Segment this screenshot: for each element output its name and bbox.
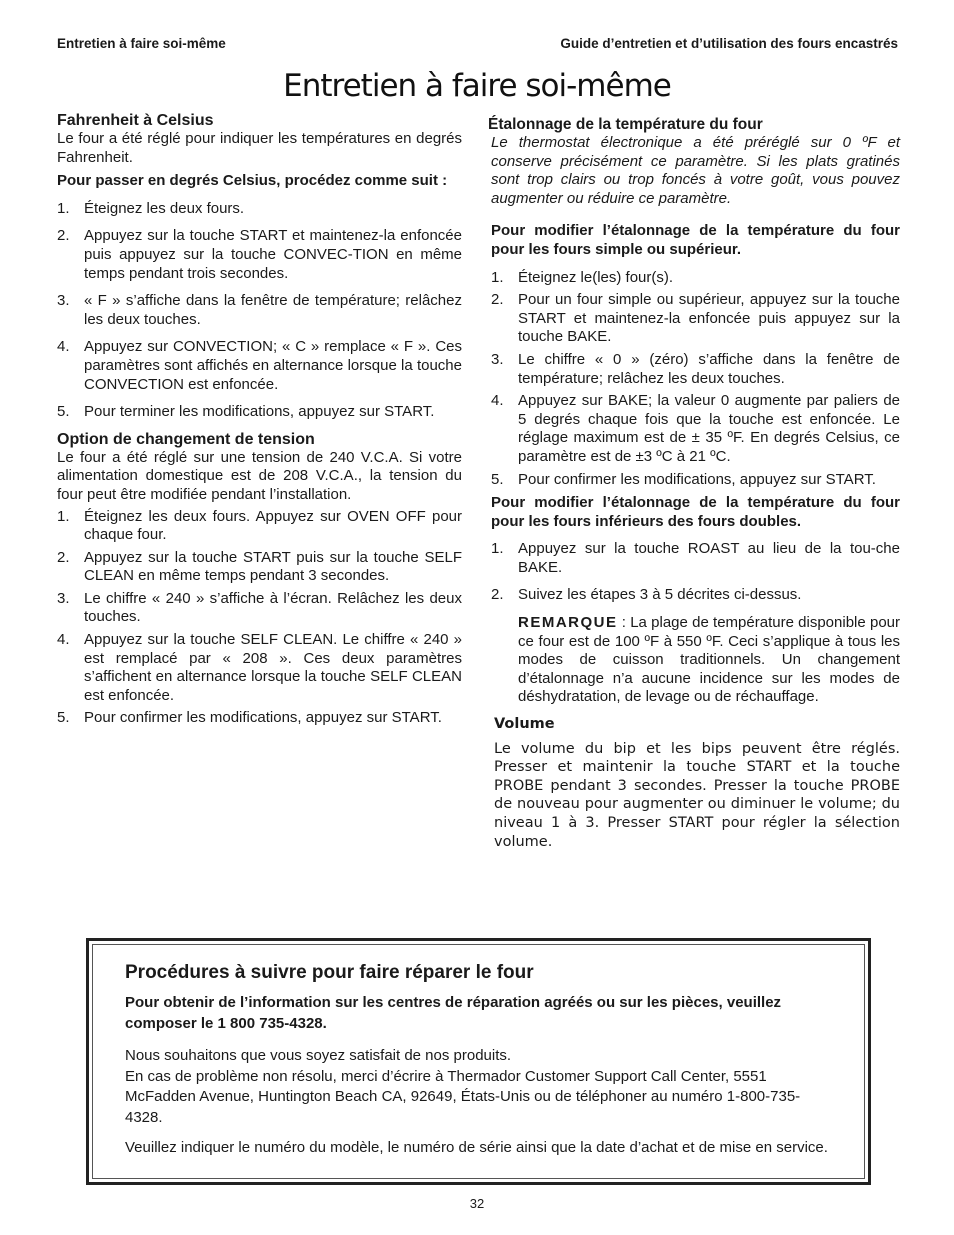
service-box-phone-line: Pour obtenir de l’information sur les centres de réparation agréés ou sur les pièces, veuillez composer le 1 800 735-4328. [125,994,782,1032]
calibration-lead-lower: Pour modifier l’étalonnage de la température du four pour les fours inférieurs des fours doubles. [491,494,900,530]
service-box-model-info: Veuillez indiquer le numéro du modèle, le numéro de série ainsi que la date d’achat et de mise en service. [125,1139,828,1156]
calibration-steps-lower [488,540,900,605]
step-number: 4. [57,338,70,356]
voltage-steps [57,508,462,729]
step-text: Appuyez sur BAKE; la valeur 0 augmente par paliers de 5 degrés chaque fois que la touche est enfoncée. Le réglage maximum est de ± 35 ºF. En degrés Celsius, ce paramètre est de ±3 ºC à 21 ºC. [518,392,900,465]
list-item [57,549,462,586]
service-box-satisfaction: Nous souhaitons que vous soyez satisfait de nos produits. [125,1047,512,1064]
step-text: « F » s’affiche dans la fenêtre de température; relâchez les deux touches. [84,292,462,328]
step-text: Pour un four simple ou supérieur, appuyez sur la touche START et maintenez-la enfoncée puis appuyez sur la touche BAKE. [518,291,900,346]
page-number: 32 [469,1196,485,1211]
volume-text: Le volume du bip et les bips peuvent être réglés. Presser et maintenir la touche START et la touche PROBE pendant 3 secondes. Presser la touche PROBE de nouveau pour augmenter ou diminuer le volume; du niveau 1 à 3. Presser START pour régler la sélection volume. [494,740,900,850]
list-item [57,403,462,422]
calibration-intro: Le thermostat électronique a été préréglé sur 0 ºF et conserve précisément ce paramètre. Si les plats gratinés sont trop clairs ou trop foncés à votre goût, vous pouvez augmenter ou réduire ce paramètre. [491,134,900,207]
list-item [491,269,900,288]
list-item [57,292,462,329]
list-item [491,351,900,388]
step-text: Éteignez les deux fours. Appuyez sur OVEN OFF pour chaque four. [84,507,462,544]
step-number: 3. [491,350,504,368]
step-number: 5. [57,709,70,727]
calibration-lead-upper: Pour modifier l’étalonnage de la température du four pour les fours simple ou supérieur. [491,222,900,258]
list-item [57,709,462,728]
list-item [57,631,462,705]
step-text: Le chiffre « 240 » s’affiche à l’écran. Relâchez les deux touches. [84,589,462,626]
step-number: 2. [491,586,504,604]
note-text: : La plage de température disponible pour ce four est de 100 ºF à 550 ºF. Ceci s’applique à tous les modes de cuisson traditionnels. Un changement d’étalonnage n’a aucune incidence sur les modes de déshydratation, de levage ou de réchauffage. [518,614,900,706]
step-number: 1. [491,268,504,286]
step-number: 3. [57,589,70,607]
step-number: 1. [57,199,70,217]
list-item [491,471,900,490]
calibration-heading: Étalonnage de la température du four [488,116,763,133]
list-item [491,291,900,347]
step-text: Le chiffre « 0 » (zéro) s’affiche dans la fenêtre de température; relâchez les deux touches. [518,350,900,387]
voltage-heading: Option de changement de tension [57,430,315,448]
service-box-title: Procédures à suivre pour faire réparer le four [125,962,534,983]
fahrenheit-heading: Fahrenheit à Celsius [57,112,214,129]
right-column [488,115,900,851]
list-item [491,586,900,605]
volume-heading: Volume [494,716,555,733]
service-info-box [86,938,871,1185]
step-number: 1. [57,507,70,525]
header-right: Guide d’entretien et d’utilisation des fours encastrés [560,36,898,51]
note-label: REMARQUE [518,614,618,632]
step-text: Appuyez sur CONVECTION; « C » remplace « F ». Ces paramètres sont affichés en alternance lorsque la touche CONVECTION est enfoncée. [84,338,462,393]
step-text: Appuyez sur la touche ROAST au lieu de la tou-che BAKE. [518,540,900,576]
left-column [57,111,462,728]
step-number: 2. [57,548,70,566]
calibration-note [488,614,900,707]
step-text: Éteignez les deux fours. [84,199,245,217]
service-box-contact: En cas de problème non résolu, merci d’écrire à Thermador Customer Support Call Center, 5551 McFadden Avenue, Huntington Beach CA, 92649, États-Unis ou de téléphoner au numéro 1-800-735-4328. [125,1067,801,1126]
fahrenheit-intro: Le four a été réglé pour indiquer les températures en degrés Fahrenheit. [57,130,462,166]
header-left: Entretien à faire soi-même [57,36,226,51]
list-item [57,508,462,545]
step-number: 1. [491,540,504,558]
volume-section [488,715,900,851]
step-number: 2. [57,227,70,245]
step-text: Suivez les étapes 3 à 5 décrites ci-dessus. [518,586,802,604]
list-item [57,227,462,283]
list-item [57,200,462,219]
list-item [57,590,462,627]
step-text: Appuyez sur la touche START puis sur la touche SELF CLEAN en même temps pendant 3 secondes. [84,548,462,585]
step-text: Pour confirmer les modifications, appuyez sur START. [518,470,876,488]
service-info-content [125,961,830,1159]
step-text: Pour confirmer les modifications, appuyez sur START. [84,709,442,727]
step-text: Éteignez le(les) four(s). [518,268,674,286]
step-number: 4. [57,631,70,649]
service-info-box-inner [92,944,865,1179]
fahrenheit-steps [57,200,462,422]
voltage-intro: Le four a été réglé sur une tension de 240 V.C.A. Si votre alimentation domestique est de 208 V.C.A., la tension du four peut être modifiée pendant l’installation. [57,448,462,503]
step-text: Appuyez sur la touche START et maintenez-la enfoncée puis appuyez sur la touche CONVEC-TION en même temps pendant trois secondes. [84,227,462,282]
step-number: 3. [57,292,70,310]
step-number: 2. [491,291,504,309]
fahrenheit-lead: Pour passer en degrés Celsius, procédez comme suit : [57,172,448,190]
step-text: Pour terminer les modifications, appuyez sur START. [84,403,435,421]
list-item [491,540,900,577]
page-title: Entretien à faire soi-même [283,68,671,104]
list-item [57,338,462,394]
step-number: 4. [491,392,504,410]
step-number: 5. [491,470,504,488]
step-text: Appuyez sur la touche SELF CLEAN. Le chiffre « 240 » est remplacé par « 208 ». Ces deux paramètres s’affichent en alternance lorsque la touche SELF CLEAN est enfoncée. [84,631,462,704]
list-item [491,392,900,466]
calibration-steps-upper [488,269,900,490]
step-number: 5. [57,403,70,421]
